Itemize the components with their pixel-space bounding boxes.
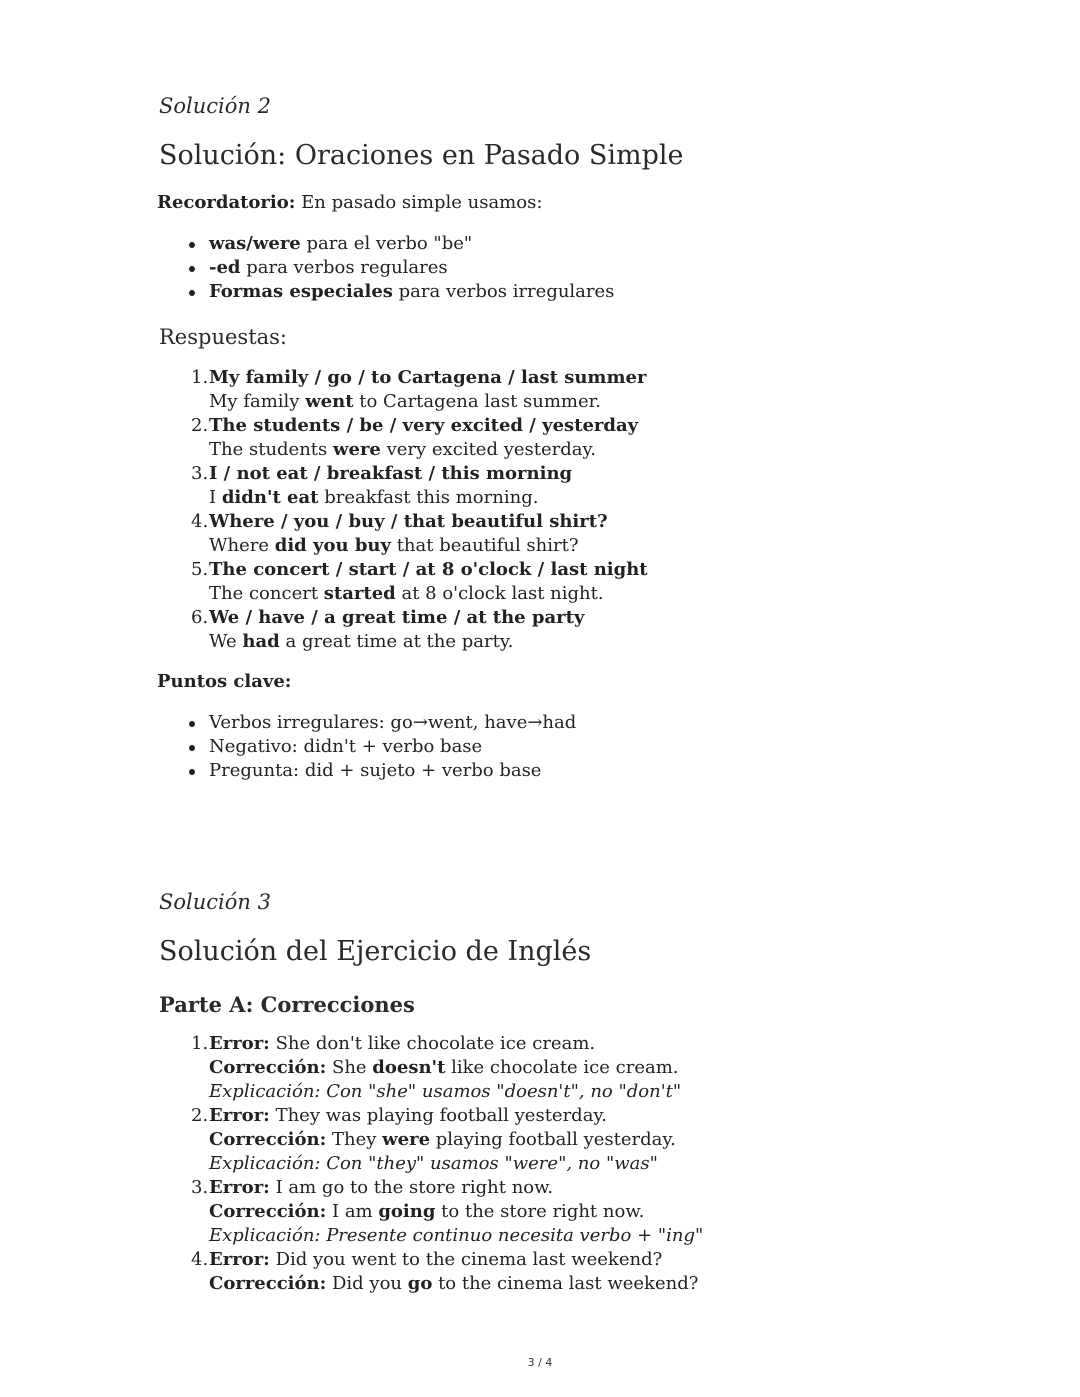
reminder-text: En pasado simple usamos: <box>301 192 543 213</box>
answer-prompt: I / not eat / breakfast / this morning <box>209 463 573 484</box>
answer-prompt: My family / go / to Cartagena / last summer <box>209 367 647 388</box>
list-item: 2. Error: They was playing football yesterday. Corrección: They were playing football yesterday. Explicación: Con "they" usamos "were", no "was" <box>191 1105 676 1174</box>
list-item: 6. We / have / a great time / at the party We had a great time at the party. <box>191 607 585 652</box>
list-item: Pregunta: did + sujeto + verbo base <box>209 759 576 783</box>
solution-2-title: Solución: Oraciones en Pasado Simple <box>159 140 684 171</box>
list-item: -ed para verbos regulares <box>209 256 614 280</box>
reminder-label: Recordatorio: <box>157 192 296 213</box>
solution-3-label: Solución 3 <box>159 890 271 914</box>
list-item: 3. Error: I am go to the store right now. Corrección: I am going to the store right now. Explicación: Presente continuo necesita verbo + "ing" <box>191 1177 704 1246</box>
answers-heading: Respuestas: <box>159 325 287 349</box>
answer-prompt: We / have / a great time / at the party <box>209 607 585 628</box>
answers-list <box>191 366 648 654</box>
list-item: 4. Where / you / buy / that beautiful shirt? Where did you buy that beautiful shirt? <box>191 511 608 556</box>
explanation: Explicación: Con "they" usamos "were", no "was" <box>209 1153 658 1174</box>
list-item: Negativo: didn't + verbo base <box>209 735 576 759</box>
list-item: 5. The concert / start / at 8 o'clock / last night The concert started at 8 o'clock last night. <box>191 559 648 604</box>
list-item: Verbos irregulares: go→went, have→had <box>209 712 577 733</box>
part-a-heading: Parte A: Correcciones <box>159 992 415 1017</box>
list-item: 2. The students / be / very excited / yesterday The students were very excited yesterday. <box>191 415 639 460</box>
key-points-list <box>209 711 576 783</box>
solution-3-title: Solución del Ejercicio de Inglés <box>159 936 592 967</box>
corrections-list <box>191 1032 704 1296</box>
solution-2-label: Solución 2 <box>159 94 271 118</box>
explanation: Explicación: Con "she" usamos "doesn't", no "don't" <box>209 1081 682 1102</box>
list-item: 3. I / not eat / breakfast / this morning I didn't eat breakfast this morning. <box>191 463 573 508</box>
answer-prompt: The students / be / very excited / yesterday <box>209 415 639 436</box>
list-item: 1. Error: She don't like chocolate ice cream. Corrección: She doesn't like chocolate ice cream. Explicación: Con "she" usamos "doesn't", no "don't" <box>191 1033 682 1102</box>
rules-list <box>209 232 614 304</box>
page-number: 3 / 4 <box>527 1356 553 1369</box>
explanation: Explicación: Presente continuo necesita verbo + "ing" <box>209 1225 704 1246</box>
list-item: was/were para el verbo "be" <box>209 232 614 256</box>
key-points-heading: Puntos clave: <box>157 671 292 692</box>
list-item: 4. Error: Did you went to the cinema last weekend? Corrección: Did you go to the cinema last weekend? <box>191 1249 699 1294</box>
answer-prompt: The concert / start / at 8 o'clock / last night <box>209 559 648 580</box>
list-item: Formas especiales para verbos irregulares <box>209 281 615 302</box>
reminder-paragraph <box>157 191 542 215</box>
answer-prompt: Where / you / buy / that beautiful shirt? <box>209 511 608 532</box>
list-item: 1. My family / go / to Cartagena / last summer My family went to Cartagena last summer. <box>191 367 647 412</box>
